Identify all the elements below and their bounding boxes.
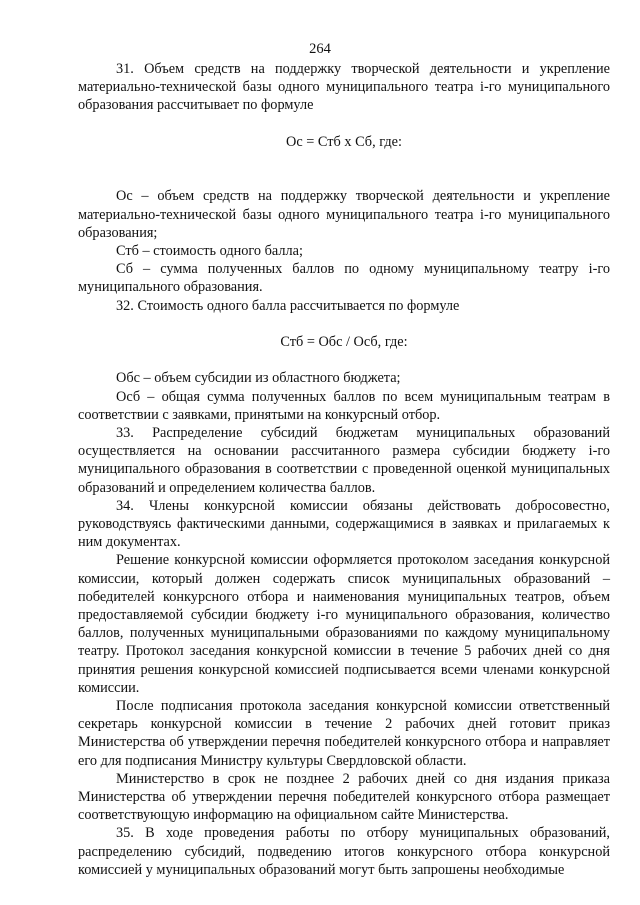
spacer	[78, 115, 610, 133]
paragraph-31: 31. Объем средств на поддержку творческой деятельности и укрепление материально-технической базы одного муниципального театра i-го муниципального образования рассчитывает по формуле	[78, 61, 610, 114]
paragraph-after-signing: После подписания протокола заседания конкурсной комиссии ответственный секретарь конкурсной комиссии в течение 2 рабочих дней готовит приказ Министерства об утверждении перечня победителей конкурсного отбора и направляет его для подписания Министру культуры Свердловской области.	[78, 698, 610, 769]
formula-os: Ос = Стб х Сб, где:	[286, 133, 402, 150]
formula-stb: Стб = Обс / Осб, где:	[280, 333, 408, 350]
definition-os: Ос – объем средств на поддержку творческой деятельности и укрепление материально-технической базы одного муниципального театра i-го муниципального образования;	[78, 188, 610, 241]
page-number: 264	[309, 41, 331, 57]
paragraph-33: 33. Распределение субсидий бюджетам муниципальных образований осуществляется на основании рассчитанного размера субсидии бюджету i-го муниципального образования в соответствии с проведенной оценкой муниципальных образований и определением количества баллов.	[78, 424, 610, 496]
spacer	[78, 169, 610, 187]
paragraph-35: 35. В ходе проведения работы по отбору муниципальных образований, распределению субсидий, подведению итогов конкурсного отбора конкурсной комиссией у муниципальных образований могут быть запрошены необходимые	[78, 825, 610, 878]
definition-osb: Осб – общая сумма полученных баллов по всем муниципальным театрам в соответствии с заявками, принятыми на конкурсный отбор.	[78, 388, 610, 423]
spacer	[78, 351, 610, 369]
document-body	[78, 60, 610, 879]
paragraph-commission-decision: Решение конкурсной комиссии оформляется протоколом заседания конкурсной комиссии, который должен содержать список муниципальных образований – победителей конкурсного отбора и наименования муниципальных театров, объем предоставляемой субсидии бюджету i-го муниципального образования, количество баллов, полученных муниципальными образованиями по каждому муниципальному театру. Протокол заседания конкурсной комиссии в течение 5 рабочих дней со дня принятия решения конкурсной комиссией подписывается всеми членами конкурсной комиссии.	[78, 552, 610, 696]
definition-obs: Обс – объем субсидии из областного бюджета;	[116, 370, 401, 387]
spacer	[78, 315, 610, 333]
paragraph-ministry-publishing: Министерство в срок не позднее 2 рабочих дней со дня издания приказа Министерства об утверждении перечня победителей конкурсного отбора размещает соответствующую информацию на официальном сайте Министерства.	[78, 770, 610, 824]
paragraph-32: 32. Стоимость одного балла рассчитывается по формуле	[116, 297, 460, 314]
paragraph-34: 34. Члены конкурсной комиссии обязаны действовать добросовестно, руководствуясь фактическими данными, содержащимися в заявках и прилагаемых к ним документах.	[78, 497, 610, 551]
definition-sb: Сб – сумма полученных баллов по одному муниципальному театру i-го муниципального образования.	[78, 261, 610, 296]
definition-stb: Стб – стоимость одного балла;	[116, 242, 303, 259]
spacer	[78, 151, 610, 169]
